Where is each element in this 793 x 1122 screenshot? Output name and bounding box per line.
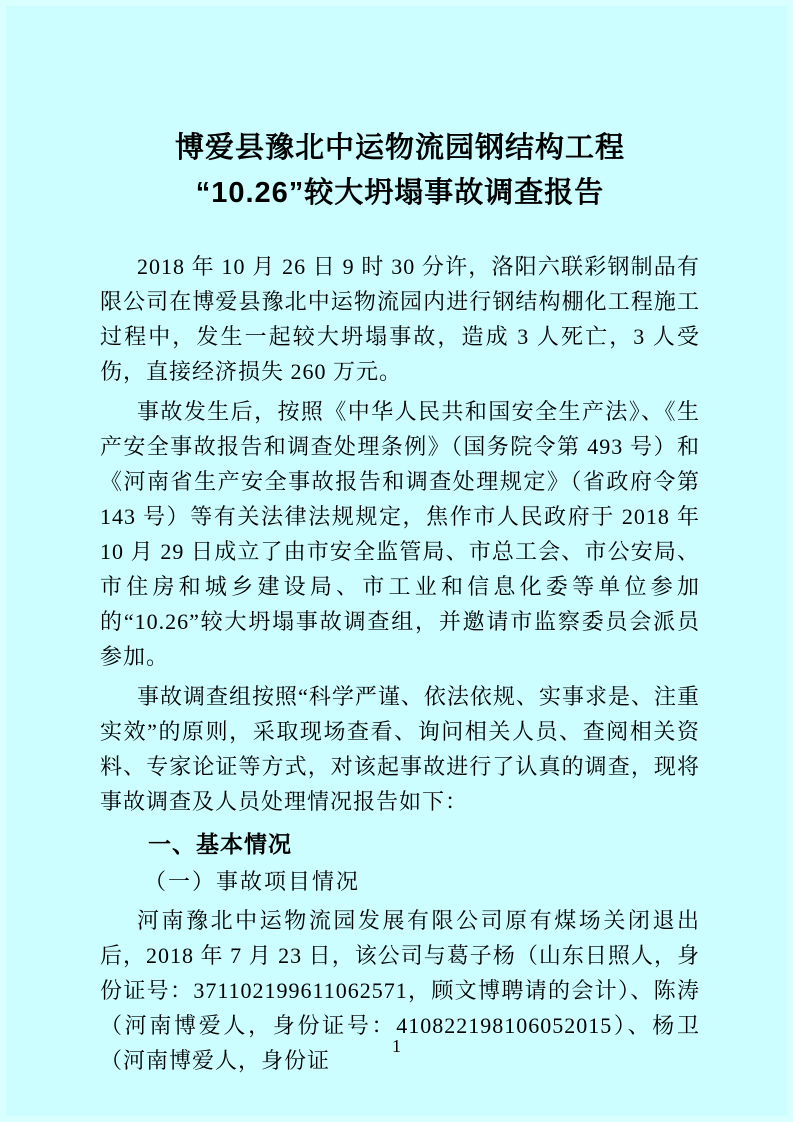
page-number: 1 [392, 1036, 401, 1056]
body-paragraph-project: 河南豫北中运物流园发展有限公司原有煤场关闭退出后，2018 年 7 月 23 日，该公司与葛子杨（山东日照人，身份证号：371102199611062571，顾文博聘请的会计）、陈涛（河南博爱人，身份证号：410822198106052015）、杨卫（河南博爱人，身份证 [100, 908, 700, 1073]
document-title-line-1: 博爱县豫北中运物流园钢结构工程 [174, 132, 625, 164]
section-heading-basic-situation: 一、基本情况 [148, 831, 292, 857]
intro-paragraph-2: 事故发生后，按照《中华人民共和国安全生产法》、《生产安全事故报告和调查处理条例》（国务院令第 493 号）和《河南省生产安全事故报告和调查处理规定》（省政府令第 143 号）等有关法律法规规定，焦作市人民政府于 2018 年 10 月 29 日成立了由市安全监管局、市总工会、市公安局、市住房和城乡建设局、市工业和信息化委等单位参加的“10.26”较大坍塌事故调查组，并邀请市监察委员会派员参加。 [100, 399, 700, 669]
intro-paragraph-3: 事故调查组按照“科学严谨、依法依规、实事求是、注重实效”的原则，采取现场查看、询问相关人员、查阅相关资料、专家论证等方式，对该起事故进行了认真的调查，现将事故调查及人员处理情况报告如下： [100, 684, 700, 814]
intro-paragraph-1: 2018 年 10 月 26 日 9 时 30 分许，洛阳六联彩钢制品有限公司在博爱县豫北中运物流园内进行钢结构棚化工程施工过程中，发生一起较大坍塌事故，造成 3 人死亡，3 人受伤，直接经济损失 260 万元。 [100, 254, 700, 384]
document-title-line-2: “10.26”较大坍塌事故调查报告 [195, 177, 605, 209]
subsection-heading-project-situation: （一）事故项目情况 [144, 869, 361, 894]
document-title [100, 126, 700, 216]
